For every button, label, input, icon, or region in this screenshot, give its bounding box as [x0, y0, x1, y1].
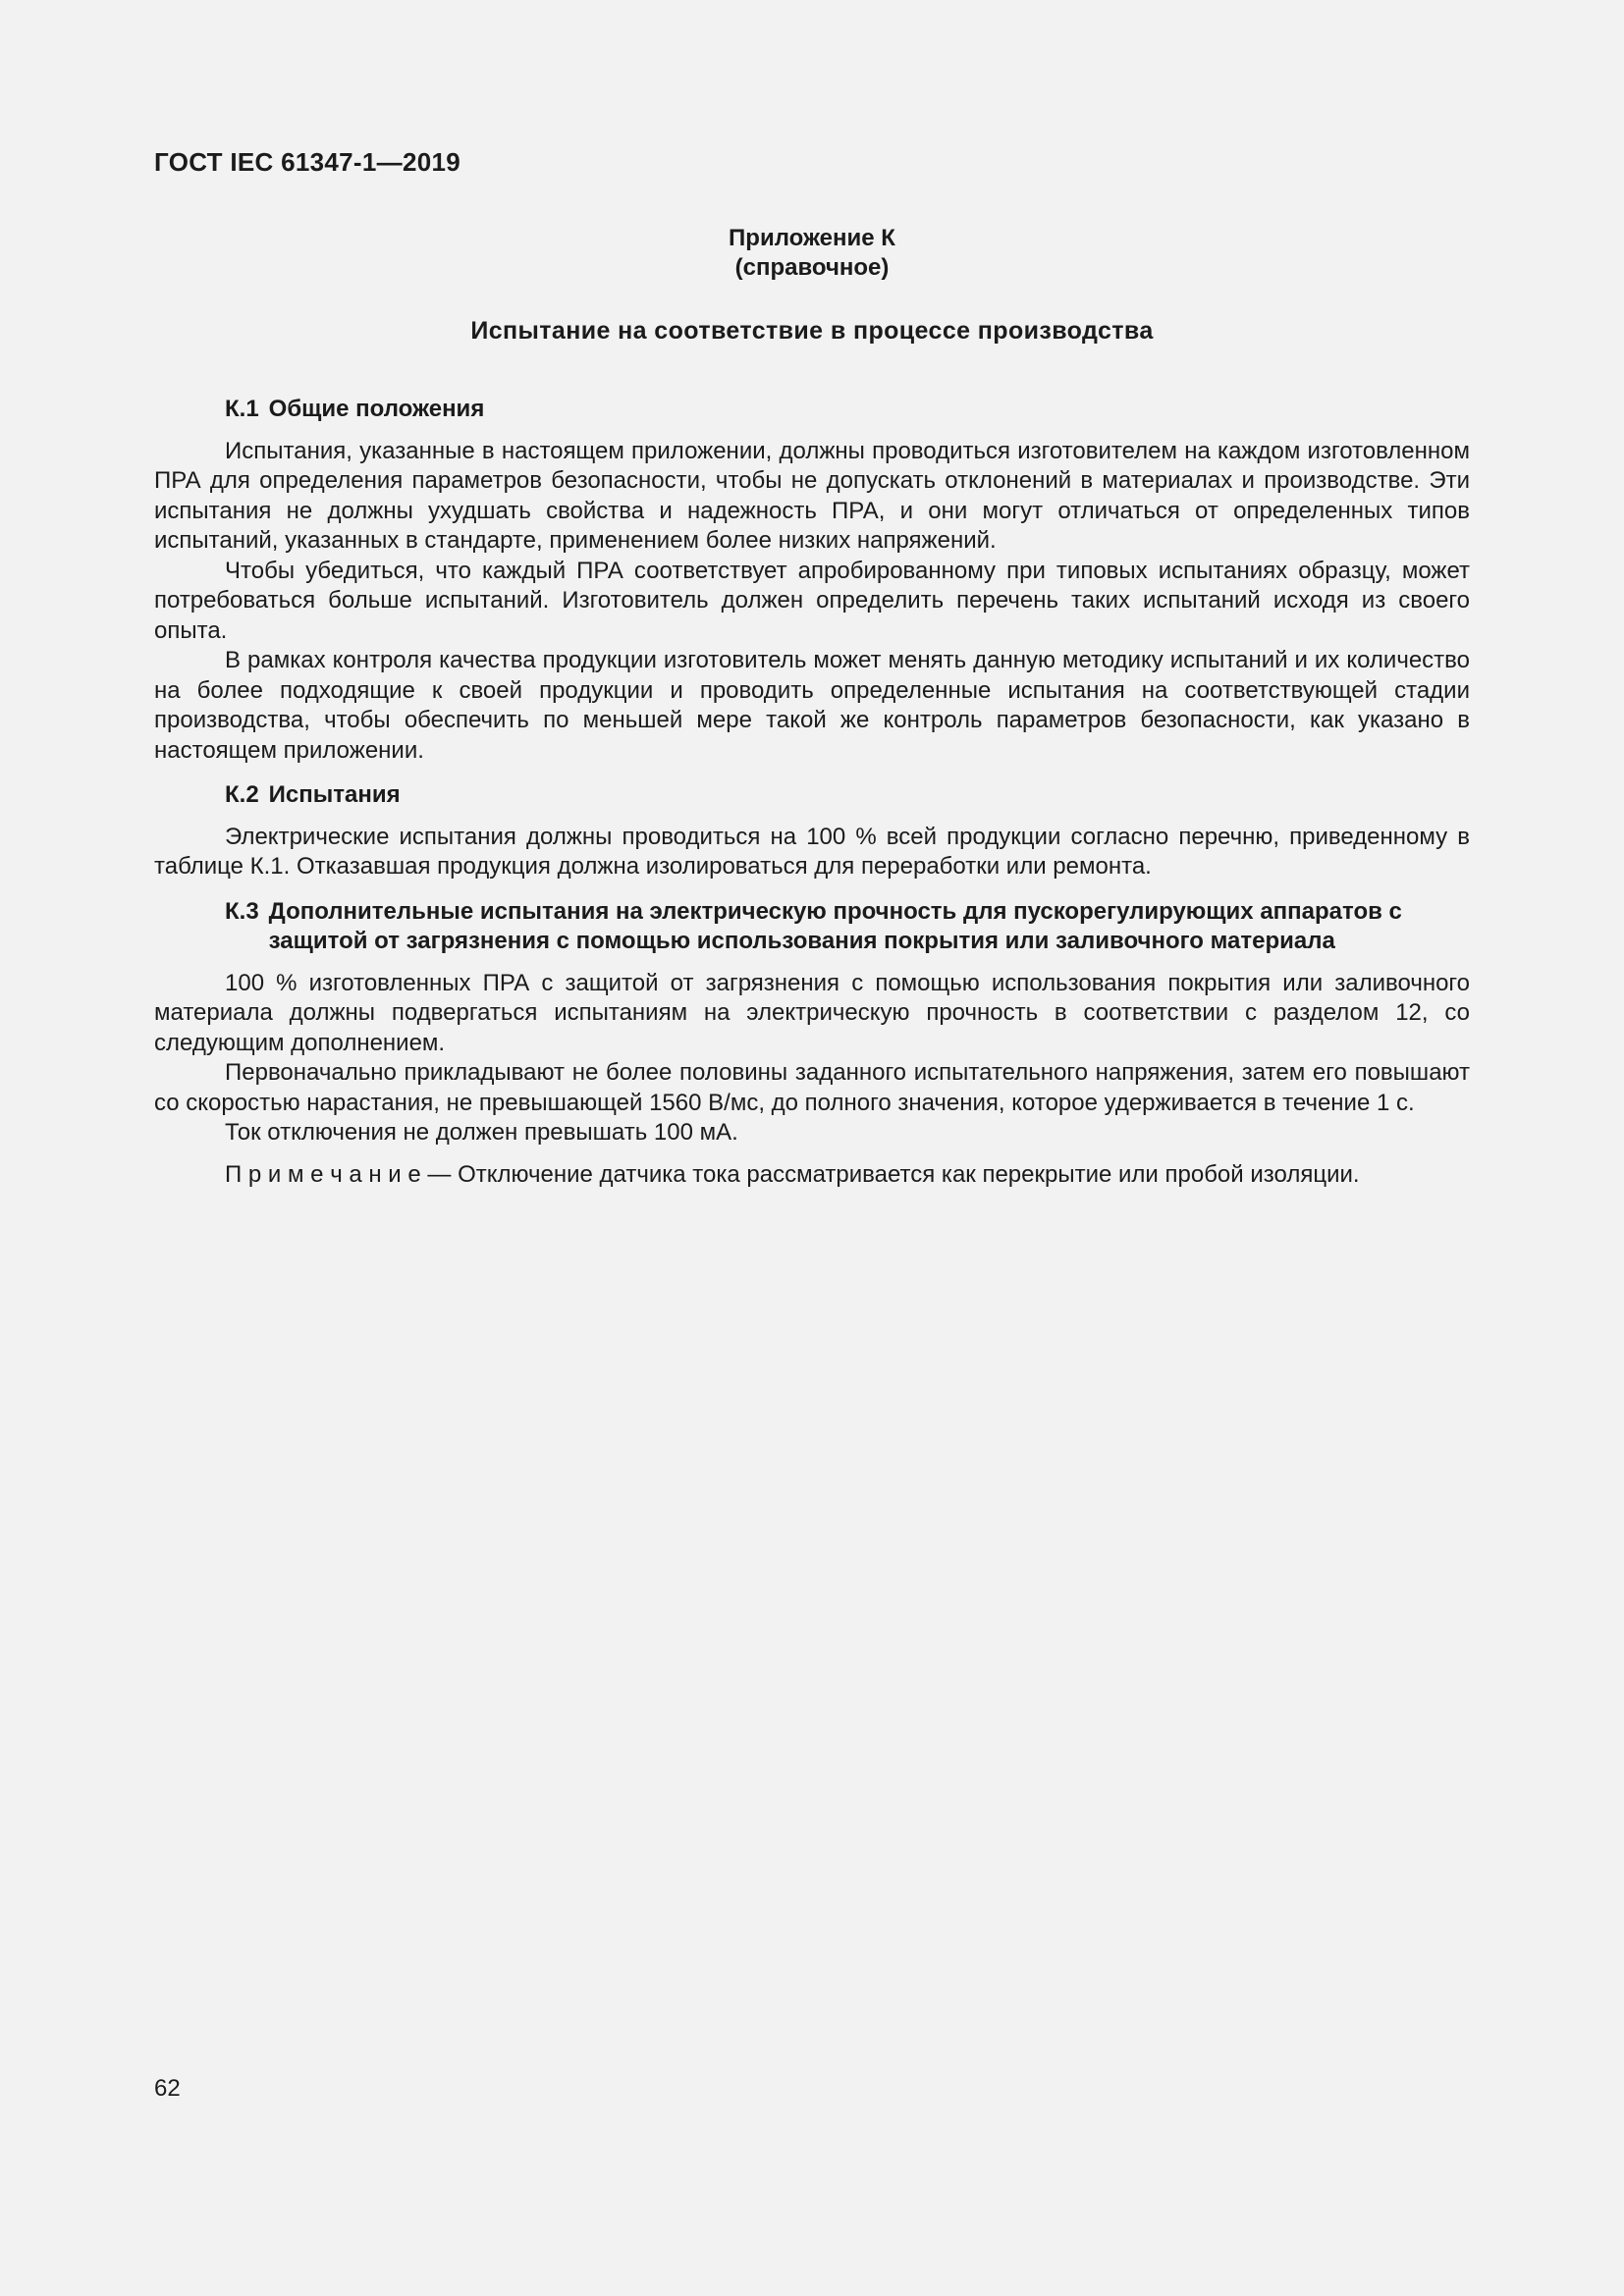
note	[154, 1160, 1470, 1191]
paragraph: 100 % изготовленных ПРА с защитой от загрязнения с помощью использования покрытия или заливочного материала должны подвергаться испытаниям на электрическую прочность в соответствии с разделом 12, со следующим дополнением.	[154, 969, 1470, 1056]
section-number: К.3	[225, 897, 259, 925]
section-heading-k1	[154, 395, 1470, 425]
annex-status: (справочное)	[734, 254, 890, 281]
page-number: 62	[154, 2075, 181, 2102]
section-title: Испытания	[268, 781, 401, 808]
section-title: Общие положения	[268, 396, 485, 422]
paragraph: Испытания, указанные в настоящем приложении, должны проводиться изготовителем на каждом изготовленном ПРА для определения параметров безопасности, чтобы не допускать отклонений в материалах и производстве. Эти испытания не должны ухудшать свойства и надежность ПРА, и они могут отличаться от определенных типов испытаний, указанных в стандарте, применением более низких напряжений.	[154, 437, 1470, 554]
note-label: П р и м е ч а н и е	[225, 1160, 421, 1188]
note-text: — Отключение датчика тока рассматривается как перекрытие или пробой изоляции.	[427, 1160, 1360, 1188]
annex-heading	[0, 224, 1624, 283]
annex-title: Испытание на соответствие в процессе производства	[470, 317, 1154, 345]
paragraph: Чтобы убедиться, что каждый ПРА соответствует апробированному при типовых испытаниях образцу, может потребоваться больше испытаний. Изготовитель должен определить перечень таких испытаний исходя из своего опыта.	[154, 557, 1470, 644]
annex-label: Приложение К	[729, 225, 895, 251]
paragraph: Ток отключения не должен превышать 100 мА.	[225, 1119, 738, 1146]
paragraph: В рамках контроля качества продукции изготовитель может менять данную методику испытаний и их количество на более подходящие к своей продукции и проводить определенные испытания на соответствующей стадии производства, чтобы обеспечить по меньшей мере такой же контроль параметров безопасности, как указано в настоящем приложении.	[154, 647, 1470, 764]
section-heading-k2	[154, 780, 1470, 811]
paragraph: Электрические испытания должны проводиться на 100 % всей продукции согласно перечню, приведенному в таблице К.1. Отказавшая продукция должна изолироваться для переработки или ремонта.	[154, 823, 1470, 880]
document-code: ГОСТ IEC 61347-1—2019	[154, 147, 460, 177]
section-number: К.2	[225, 781, 259, 808]
section-title: Дополнительные испытания на электрическую прочность для пускорегулирующих аппаратов с защитой от загрязнения с помощью использования покрытия или заливочного материала	[268, 897, 1402, 954]
section-heading-k3	[154, 897, 1470, 957]
section-number: К.1	[225, 396, 259, 422]
paragraph: Первоначально прикладывают не более половины заданного испытательного напряжения, затем его повышают со скоростью нарастания, не превышающей 1560 В/мс, до полного значения, которое удерживается в течение 1 с.	[154, 1059, 1470, 1116]
document-body	[154, 395, 1470, 1190]
